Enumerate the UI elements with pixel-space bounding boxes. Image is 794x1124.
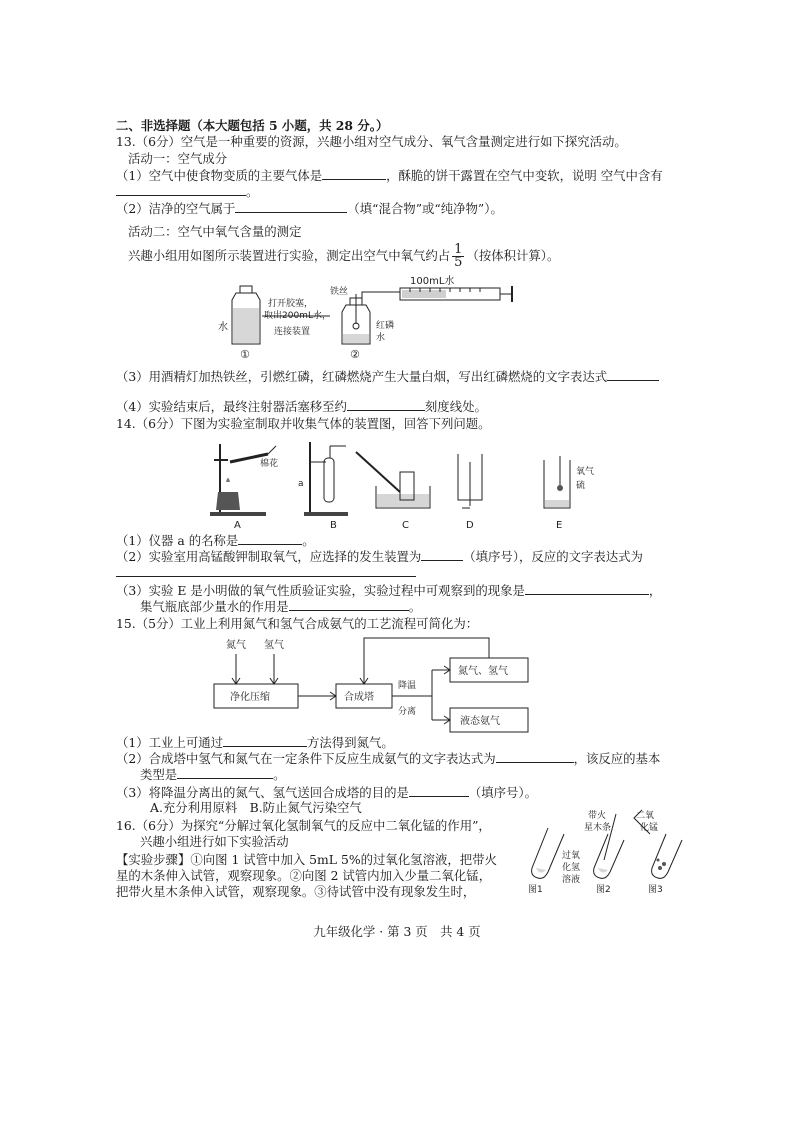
q16-line2: 兴趣小组进行如下实验活动 (140, 834, 289, 849)
sulfur-label: 硫 (576, 481, 586, 491)
q15-p1-text-a: （1）工业上可通过 (116, 735, 224, 750)
label-E: E (556, 520, 563, 531)
cool-label: 降温 (398, 681, 417, 691)
q14-stem: 14.（6分）下图为实验室制取并收集气体的装置图，回答下列问题。 (116, 416, 491, 431)
figure-3-label: 图3 (648, 885, 663, 895)
q13-part1 (116, 167, 663, 184)
q14-part1 (116, 532, 315, 549)
q15-p2-blank1[interactable] (496, 750, 574, 763)
q15-flowchart (210, 634, 540, 734)
q14-p3-text-b: ， (648, 583, 662, 598)
glowing-splint-label-1: 带火 (588, 811, 607, 821)
fraction-one-fifth (452, 244, 464, 269)
mno2-label-2: 化锰 (640, 823, 659, 833)
box-n2-h2: 氮气、氢气 (458, 666, 508, 677)
q14-p2-text-b: （填序号），反应的文字表达式为 (463, 549, 643, 564)
q13-apparatus-figure (210, 272, 520, 360)
q14-p2-blank2[interactable] (116, 564, 416, 577)
iron-wire-label: 铁丝 (330, 287, 349, 297)
q16-test-tube-figure (524, 806, 694, 894)
q14-p1-text-a: （1）仪器 a 的名称是 (116, 533, 239, 548)
q15-p3-blank[interactable] (409, 784, 469, 797)
q14-p3-text-d: 。 (408, 599, 422, 614)
q16-line3: 【实验步骤】①向图 1 试管中加入 5mL 5%的过氧化氢溶液，把带火 (116, 852, 497, 867)
q16-line5: 把带火星木条伸入试管，观察现象。③待试管中没有现象发生时， (116, 884, 476, 899)
q13-activity1: 活动一：空气成分 (128, 151, 228, 166)
q14-p3-text-c: 集气瓶底部少量水的作用是 (140, 599, 289, 614)
q15-p2-text-a: （2）合成塔中氢气和氮气在一定条件下反应生成氨气的文字表达式为 (116, 751, 496, 766)
q15-stem: 15.（5分）工业上利用氮气和氢气合成氨气的工艺流程可简化为： (116, 616, 479, 631)
q15-part2-cont (140, 766, 286, 783)
step-text-3: 连接装置 (274, 327, 311, 337)
q15-part1 (116, 734, 394, 751)
q14-p1-text-b: 。 (302, 533, 315, 548)
q15-options: A.充分利用原料 B.防止氮气污染空气 (150, 800, 362, 815)
q15-p2-blank2[interactable] (177, 766, 273, 779)
q15-p3-text-b: （填序号）。 (468, 785, 538, 800)
page-footer: 九年级化学 · 第 3 页 共 4 页 (313, 924, 481, 939)
fraction-denominator: 5 (454, 255, 463, 270)
red-phosphorus-label: 红磷 (376, 321, 395, 331)
q13-p2-text-a: （2）洁净的空气属于 (116, 201, 236, 216)
q14-p3-text-a: （3）实验 E 是小明做的氧气性质验证实验，实验过程中可观察到的现象是 (116, 583, 525, 598)
q13-p1-text-a: （1）空气中使食物变质的主要气体是 (116, 168, 323, 183)
q13-p4-text-b: 刻度线处。 (424, 399, 487, 414)
q13-p4-text-a: （4）实验结束后，最终注射器活塞移至约 (116, 399, 347, 414)
q13-p1-period: 。 (246, 184, 259, 199)
q14-part3-cont (140, 598, 421, 615)
q13-stem: 13.（6分）空气是一种重要的资源，兴趣小组对空气成分、氧气含量测定进行如下探究活动。 (116, 134, 627, 149)
q14-part2 (116, 548, 643, 565)
separate-label: 分离 (398, 707, 417, 717)
h2o2-label-3: 溶液 (562, 875, 581, 885)
step-text-1: 打开胶塞， (268, 299, 314, 309)
label-C: C (402, 520, 409, 531)
figure-1-label: 图1 (528, 885, 543, 895)
q15-part3 (116, 784, 537, 801)
hydrogen-input-label: 氢气 (264, 640, 284, 651)
q14-part3 (116, 582, 661, 599)
q15-p3-text-a: （3）将降温分离出的氮气、氢气送回合成塔的目的是 (116, 785, 409, 800)
label-A: A (234, 520, 241, 531)
q15-part2 (116, 750, 660, 767)
q13-part1-cont (116, 183, 258, 200)
box-liquid-ammonia: 液态氨气 (460, 716, 500, 727)
q14-p3-blank2[interactable] (289, 598, 409, 611)
q13-p2-text-b: （填“混合物”或“纯净物”）。 (347, 201, 503, 216)
q15-p1-text-b: 方法得到氮气。 (307, 735, 394, 750)
label-D: D (466, 520, 474, 531)
nitrogen-input-label: 氮气 (226, 640, 246, 651)
q13-p1-text-b: ，酥脆的饼干露置在空气中变软，说明 空气中含有 (386, 168, 663, 183)
q13-intro-text-a: 兴趣小组用如图所示装置进行实验，测定出空气中氧气约占 (128, 248, 451, 263)
q15-p2-text-d: 。 (273, 767, 286, 782)
oxygen-label: 氧气 (576, 467, 595, 477)
label-B: B (330, 520, 337, 531)
q13-p4-blank[interactable] (347, 398, 425, 411)
q15-p2-text-b: ，该反应的基本 (573, 751, 661, 766)
q14-p1-blank[interactable] (238, 532, 302, 545)
syringe-label: 100mL水 (410, 276, 455, 287)
water-label-2: 水 (376, 333, 386, 343)
section-title: 二、非选择题（本大题包括 5 小题，共 28 分。） (116, 118, 389, 133)
cotton-label: 棉花 (260, 459, 279, 469)
q14-p2-text-a: （2）实验室用高锰酸钾制取氧气，应选择的发生装置为 (116, 549, 422, 564)
q13-p1-blank2[interactable] (116, 183, 246, 196)
q14-part2-cont (116, 564, 416, 581)
q14-p3-blank1[interactable] (525, 582, 649, 595)
figure-number-1: ① (240, 348, 250, 361)
figure-number-2: ② (350, 348, 360, 361)
q13-activity2: 活动二：空气中氧气含量的测定 (128, 224, 302, 239)
glowing-splint-label-2: 星木条 (584, 823, 612, 833)
water-label-1: 水 (218, 322, 228, 333)
box-purify-compress: 净化压缩 (230, 692, 270, 703)
q16-line4: 星的木条伸入试管，观察现象。②向图 2 试管内加入少量二氧化锰， (116, 868, 492, 883)
q13-p1-blank1[interactable] (322, 167, 386, 180)
q13-part3 (116, 368, 659, 385)
q15-p2-text-c: 类型是 (140, 767, 178, 782)
q13-p2-blank[interactable] (235, 200, 347, 213)
q13-part2 (116, 200, 503, 217)
q13-p3-text: （3）用酒精灯加热铁丝，引燃红磷，红磷燃烧产生大量白烟，写出红磷燃烧的文字表达式 (116, 369, 608, 384)
q13-intro (128, 244, 559, 269)
mno2-label-1: 二氧 (636, 811, 655, 821)
step-text-2: 取出200mL水， (264, 311, 331, 321)
q13-part4 (116, 398, 487, 415)
q16-line1: 16.（6分）为探究“分解过氧化氢制氧气的反应中二氧化锰的作用”， (116, 818, 491, 833)
box-synthesis-tower: 合成塔 (344, 692, 374, 703)
h2o2-label-1: 过氧 (562, 851, 581, 861)
h2o2-label-2: 化氢 (562, 863, 581, 873)
figure-2-label: 图2 (596, 885, 611, 895)
q14-p2-blank1[interactable] (421, 548, 463, 561)
q13-intro-text-b: （按体积计算）。 (466, 248, 560, 263)
fraction-numerator: 1 (454, 242, 463, 257)
q13-p3-blank[interactable] (607, 368, 659, 381)
q15-p1-blank[interactable] (223, 734, 307, 747)
q14-apparatus-figure (200, 436, 595, 531)
instrument-a-label: a (298, 479, 304, 489)
